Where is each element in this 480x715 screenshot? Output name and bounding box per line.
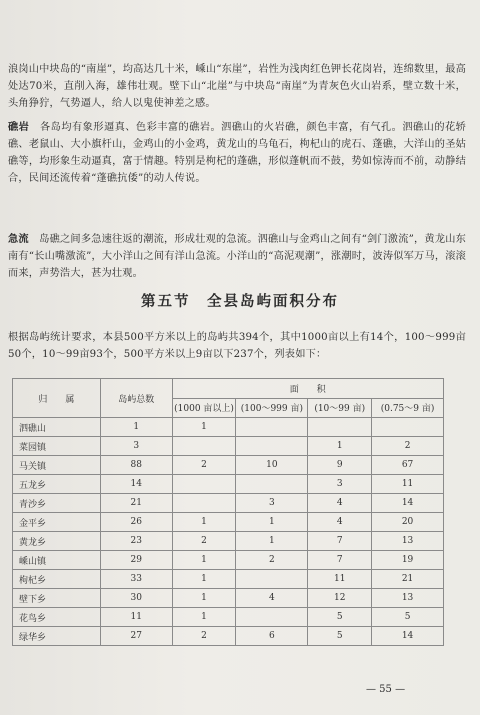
paragraph-cliffs-text: 浪岗山中块岛的“南崖”，均高达几十米，嵊山“东崖”，岩性为浅肉红色钾长花岗岩，连绵数里，最高处达70米，直削入海，雄伟壮观。壁下山“北崖”与中块岛“南崖”为青灰色火山岩系，壁立数十米，头角狰狞，气势逼人，给人以鬼使神差之感。 <box>8 64 466 109</box>
table-row <box>13 627 444 646</box>
header-region: 归 属 <box>13 379 101 418</box>
table-cell-value <box>236 437 308 456</box>
table-row <box>13 589 444 608</box>
table-row <box>13 532 444 551</box>
table-cell-region: 枸杞乡 <box>13 570 101 589</box>
table-cell-value: 2 <box>236 551 308 570</box>
section-title: 第五节 全县岛屿面积分布 <box>141 294 339 310</box>
table-cell-value: 1 <box>172 551 236 570</box>
table-cell-value: 14 <box>372 494 444 513</box>
page-number: — 55 — <box>366 684 406 695</box>
header-area-10-99: (10～99 亩) <box>308 398 372 418</box>
table-cell-value: 33 <box>100 570 172 589</box>
table-cell-value: 26 <box>100 513 172 532</box>
table-cell-region: 绿华乡 <box>13 627 101 646</box>
table-cell-value <box>236 475 308 494</box>
table-cell-region: 五龙乡 <box>13 475 101 494</box>
table-cell-region: 壁下乡 <box>13 589 101 608</box>
table-cell-region: 嵊山镇 <box>13 551 101 570</box>
table-cell-value: 1 <box>172 570 236 589</box>
table-cell-value: 1 <box>172 589 236 608</box>
table-cell-value: 4 <box>236 589 308 608</box>
table-cell-value <box>308 418 372 437</box>
table-cell-value: 13 <box>372 589 444 608</box>
table-cell-value: 12 <box>308 589 372 608</box>
table-cell-region: 菜园镇 <box>13 437 101 456</box>
table-cell-value: 1 <box>172 418 236 437</box>
table-cell-value: 21 <box>372 570 444 589</box>
table-cell-value: 9 <box>308 456 372 475</box>
table-cell-value: 19 <box>372 551 444 570</box>
table-row <box>13 513 444 532</box>
table-cell-value: 5 <box>372 608 444 627</box>
table-cell-value: 2 <box>372 437 444 456</box>
table-cell-value: 6 <box>236 627 308 646</box>
table-cell-region: 泗礁山 <box>13 418 101 437</box>
header-area-0-9: (0.75～9 亩) <box>372 398 444 418</box>
header-area: 面 积 <box>172 379 443 399</box>
paragraph-currents <box>8 231 466 282</box>
table-cell-value: 14 <box>100 475 172 494</box>
table-cell-value: 13 <box>372 532 444 551</box>
table-cell-value: 21 <box>100 494 172 513</box>
table-cell-region: 黄龙乡 <box>13 532 101 551</box>
header-area-100-999: (100～999 亩) <box>236 398 308 418</box>
table-cell-value: 3 <box>100 437 172 456</box>
table-cell-value: 11 <box>308 570 372 589</box>
paragraph-reefs <box>8 119 466 187</box>
table-cell-value: 20 <box>372 513 444 532</box>
table-row <box>13 551 444 570</box>
table-cell-value: 7 <box>308 532 372 551</box>
table-row <box>13 437 444 456</box>
table-cell-value: 2 <box>172 532 236 551</box>
header-area-1000plus: (1000 亩以上) <box>172 398 236 418</box>
table-row <box>13 570 444 589</box>
table-cell-value: 27 <box>100 627 172 646</box>
table-row <box>13 418 444 437</box>
table-cell-value: 3 <box>308 475 372 494</box>
table-cell-region: 马关镇 <box>13 456 101 475</box>
paragraph-cliffs <box>8 61 466 112</box>
table-cell-region: 青沙乡 <box>13 494 101 513</box>
table-cell-value: 4 <box>308 513 372 532</box>
table-cell-value: 30 <box>100 589 172 608</box>
table-cell-value <box>236 570 308 589</box>
table-cell-value: 1 <box>236 532 308 551</box>
table-cell-value: 23 <box>100 532 172 551</box>
table-cell-value <box>172 494 236 513</box>
table-cell-value: 1 <box>172 513 236 532</box>
table-cell-value: 29 <box>100 551 172 570</box>
table-cell-value: 10 <box>236 456 308 475</box>
table-cell-value <box>236 608 308 627</box>
table-cell-value: 3 <box>236 494 308 513</box>
intro-paragraph: 根据岛屿统计要求，本县500平方米以上的岛屿共394个，其中1000亩以上有14个，100～999亩50个，10～99亩93个，500平方米以上9亩以下237个，列表如下： <box>8 332 466 360</box>
table-cell-value: 2 <box>172 627 236 646</box>
paragraph-currents-text: 岛礁之间多急速往返的潮流，形成壮观的急流。泗礁山与金鸡山之间有“剑门激流”，黄龙山东南有“长山嘴激流”，大小洋山之间有洋山急流。小洋山的“高泥观潮”，涨潮时，波涛似军万马，滚滚而来，声势浩大，甚为壮观。 <box>8 234 467 279</box>
table-row <box>13 456 444 475</box>
table-cell-value: 1 <box>236 513 308 532</box>
table-row <box>13 475 444 494</box>
table-cell-value <box>236 418 308 437</box>
table-cell-region: 金平乡 <box>13 513 101 532</box>
paragraph-reefs-heading: 礁岩 <box>8 121 30 133</box>
table-row <box>13 494 444 513</box>
table-cell-value: 1 <box>172 608 236 627</box>
header-total: 岛屿总数 <box>100 379 172 418</box>
table-cell-value: 14 <box>372 627 444 646</box>
table-row <box>13 608 444 627</box>
table-cell-value: 4 <box>308 494 372 513</box>
island-area-table <box>12 378 444 646</box>
table-cell-value: 1 <box>308 437 372 456</box>
table-cell-value: 5 <box>308 608 372 627</box>
table-cell-value: 5 <box>308 627 372 646</box>
table-cell-region: 花鸟乡 <box>13 608 101 627</box>
paragraph-reefs-text: 各岛均有象形逼真、色彩丰富的礁岩。泗礁山的火岩礁，颜色丰富，有气孔。泗礁山的花轿礁、老鼠山、大小旗杆山，金鸡山的小金鸡，黄龙山的乌龟石，枸杞山的虎石、蓬礁，大洋山的圣姑礁等，均形象生动逼真，富于情趣。特别是枸杞的蓬礁，形似蓬帆而不鼓，势如惊涛而不前，动静结合，民间还流传着“蓬礁抗倭”的动人传说。 <box>8 122 467 184</box>
table-cell-value: 2 <box>172 456 236 475</box>
table-cell-value: 11 <box>372 475 444 494</box>
table-cell-value: 1 <box>100 418 172 437</box>
table-cell-value <box>372 418 444 437</box>
paragraph-currents-heading: 急流 <box>8 233 29 245</box>
table-cell-value: 7 <box>308 551 372 570</box>
table-cell-value <box>172 475 236 494</box>
table-cell-value: 67 <box>372 456 444 475</box>
table-cell-value <box>172 437 236 456</box>
table-cell-value: 88 <box>100 456 172 475</box>
table-cell-value: 11 <box>100 608 172 627</box>
